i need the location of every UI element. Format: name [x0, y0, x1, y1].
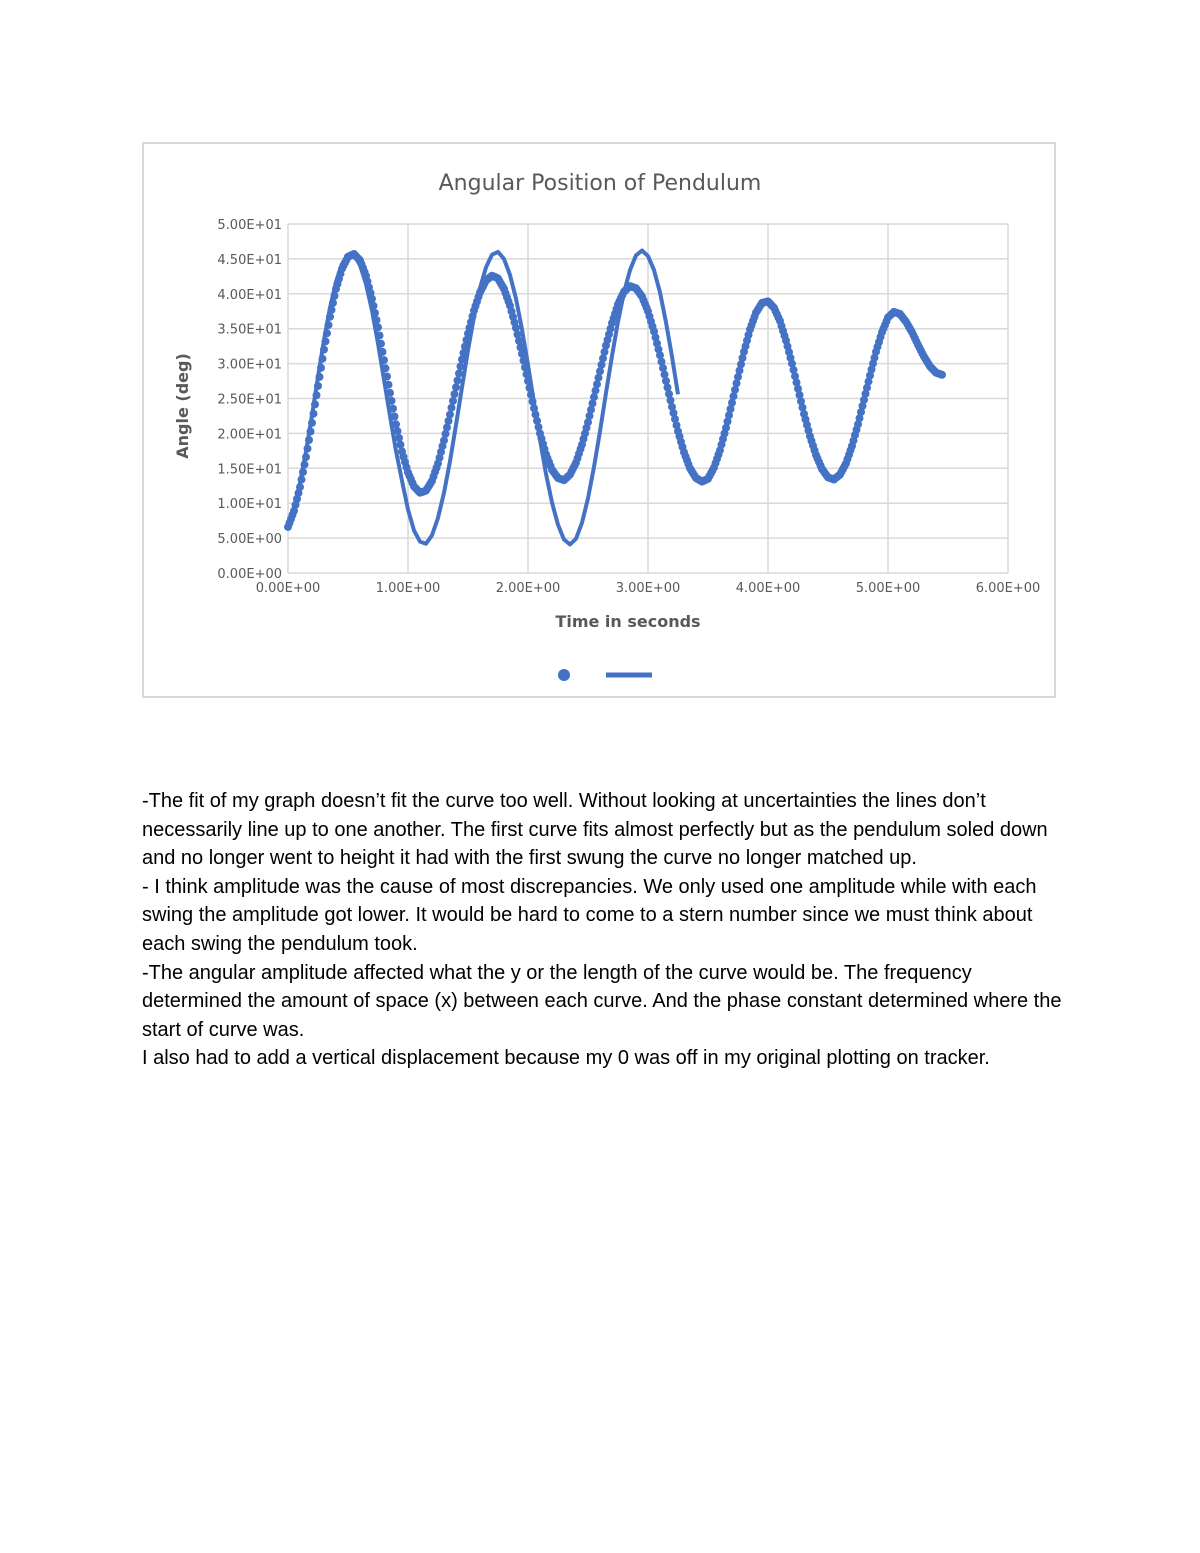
- data-point: [524, 377, 532, 385]
- data-point-interp: [391, 413, 399, 421]
- data-point-interp: [397, 441, 405, 449]
- chart-svg: [144, 144, 1058, 700]
- x-tick-label: 5.00E+00: [855, 581, 921, 596]
- data-point-interp: [325, 321, 333, 329]
- data-points: [284, 250, 946, 531]
- y-tick-label: 1.00E+01: [217, 497, 282, 513]
- data-point: [518, 350, 526, 358]
- data-point-interp: [304, 445, 312, 453]
- data-point-interp: [529, 398, 537, 406]
- data-point-interp: [388, 397, 396, 405]
- data-point-interp: [376, 332, 384, 340]
- y-tick-label: 2.00E+01: [217, 427, 282, 443]
- x-tick-label: 3.00E+00: [615, 581, 681, 596]
- data-point-interp: [298, 476, 306, 484]
- data-point: [386, 389, 394, 397]
- data-point-interp: [457, 362, 465, 370]
- data-point: [296, 483, 304, 491]
- y-tick-label: 0.00E+00: [217, 567, 282, 582]
- x-tick-label: 1.00E+00: [375, 581, 441, 596]
- data-point-interp: [313, 391, 321, 399]
- data-point-interp: [319, 355, 327, 363]
- data-point-interp: [385, 381, 393, 389]
- note-paragraph-1: -The fit of my graph doesn’t fit the curve too well. Without looking at uncertainties the lines don’t necessarily line up to one another. The first curve fits almost perfectly but as the pendulum soled down and no longer went to height it had with the first swung the curve no longer matched up.: [142, 790, 1048, 870]
- data-point-interp: [307, 428, 315, 436]
- data-point-interp: [454, 376, 462, 384]
- data-point: [314, 382, 322, 390]
- data-point-interp: [394, 427, 402, 435]
- data-point-interp: [299, 468, 307, 476]
- chart-title: Angular Position of Pendulum: [438, 171, 762, 196]
- data-point: [308, 419, 316, 427]
- data-point-interp: [521, 363, 529, 371]
- data-point: [446, 411, 454, 419]
- data-point-interp: [455, 369, 463, 377]
- y-tick-label: 5.00E+01: [217, 218, 282, 233]
- data-point: [374, 323, 382, 331]
- data-point: [392, 420, 400, 428]
- data-point-interp: [328, 306, 336, 314]
- x-tick-label: 6.00E+00: [975, 581, 1041, 596]
- data-point-interp: [316, 373, 324, 381]
- x-tick-label: 2.00E+00: [495, 581, 561, 596]
- data-point-interp: [370, 302, 378, 310]
- data-point-interp: [329, 299, 337, 307]
- y-tick-label: 3.00E+01: [217, 357, 282, 373]
- y-tick-label: 1.50E+01: [217, 462, 282, 478]
- legend: [558, 669, 652, 681]
- y-tick-label: 2.50E+01: [217, 392, 282, 408]
- data-point-interp: [301, 461, 309, 469]
- y-axis-label: Angle (deg): [173, 353, 192, 459]
- data-point-interp: [377, 340, 385, 348]
- data-point: [368, 295, 376, 303]
- y-tick-label: 5.00E+00: [217, 532, 282, 548]
- x-tick-label: 4.00E+00: [735, 581, 801, 596]
- data-point: [326, 313, 334, 321]
- data-point: [452, 383, 460, 391]
- data-point-interp: [448, 404, 456, 412]
- note-paragraph-4: I also had to add a vertical displacement because my 0 was off in my original plotting on tracker.: [142, 1047, 990, 1070]
- data-point: [938, 371, 946, 379]
- data-point-interp: [371, 309, 379, 317]
- data-point-interp: [323, 329, 331, 337]
- data-point: [380, 356, 388, 364]
- y-tick-label: 4.00E+01: [217, 287, 282, 303]
- data-point: [320, 346, 328, 354]
- x-axis-label: Time in seconds: [555, 612, 701, 631]
- data-point-interp: [389, 405, 397, 413]
- note-paragraph-2: - I think amplitude was the cause of most discrepancies. We only used one amplitude while with each swing the amplitude got lower. It would be hard to come to a stern number since we must think about each swing the pendulum took.: [142, 875, 1037, 955]
- data-point: [302, 453, 310, 461]
- note-paragraph-3: -The angular amplitude affected what the y or the length of the curve would be. The frequency determined the amount of space (x) between each curve. And the phase constant determined where the start of curve was.: [142, 961, 1062, 1041]
- data-point-interp: [322, 337, 330, 345]
- x-tick-label: 0.00E+00: [255, 581, 321, 596]
- y-tick-label: 4.50E+01: [217, 252, 282, 268]
- gridlines: [288, 224, 1008, 573]
- y-tick-label: 3.50E+01: [217, 322, 282, 338]
- data-point-interp: [331, 292, 339, 300]
- data-point-interp: [523, 370, 531, 378]
- data-point-interp: [520, 357, 528, 365]
- data-point-interp: [395, 434, 403, 442]
- data-point-interp: [383, 373, 391, 381]
- notes: [142, 787, 1072, 1073]
- data-point-interp: [379, 348, 387, 356]
- data-point-interp: [373, 316, 381, 324]
- data-point-interp: [527, 391, 535, 399]
- data-point-interp: [305, 436, 313, 444]
- data-point-interp: [310, 410, 318, 418]
- chart-container: [142, 142, 1056, 698]
- data-point-interp: [449, 397, 457, 405]
- data-point-interp: [311, 400, 319, 408]
- legend-marker-points: [558, 669, 570, 681]
- data-point-interp: [382, 364, 390, 372]
- data-point-interp: [317, 364, 325, 372]
- data-point-interp: [451, 390, 459, 398]
- data-point-interp: [526, 384, 534, 392]
